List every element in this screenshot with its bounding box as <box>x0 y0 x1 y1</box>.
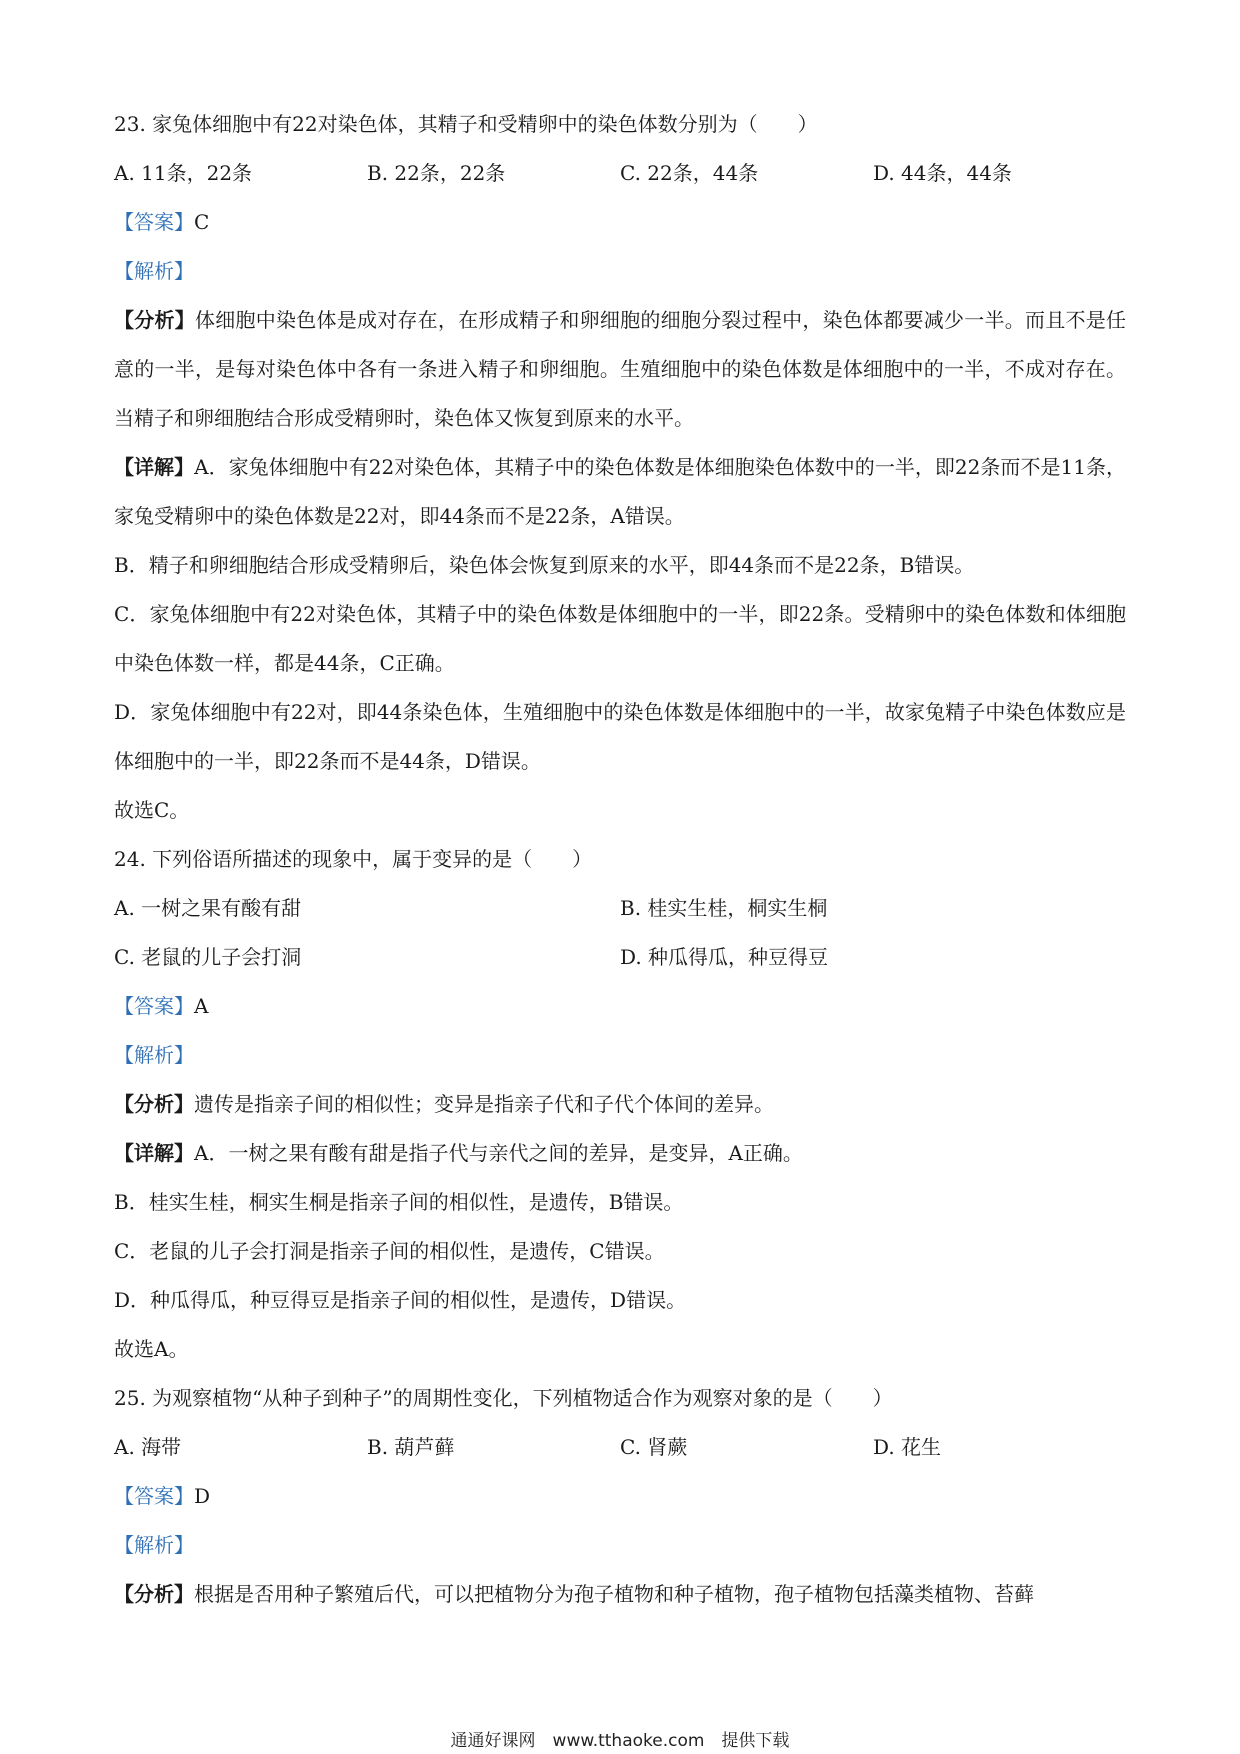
analysis-tag: 【解析】 <box>114 1043 194 1067</box>
xiangjie-tag: 【详解】 <box>114 1141 194 1165</box>
q25-option-a: A. 海带 <box>114 1435 182 1459</box>
fenxi-tag: 【分析】 <box>114 1582 194 1606</box>
q23-option-c: C. 22条，44条 <box>620 161 759 185</box>
q24-question: 24. 下列俗语所描述的现象中，属于变异的是（ ） <box>114 847 593 871</box>
q23-xiangjie <box>114 443 1126 541</box>
q23-question: 23. 家兔体细胞中有22对染色体，其精子和受精卵中的染色体数分别为（ ） <box>114 112 818 136</box>
analysis-tag: 【解析】 <box>114 259 194 283</box>
q24-option-b: B. 桂实生桂，桐实生桐 <box>620 896 828 920</box>
q24-fenxi <box>114 1080 1126 1129</box>
q24-explain-b: B．桂实生桂，桐实生桐是指亲子间的相似性，是遗传，B错误。 <box>114 1190 684 1214</box>
q23-fenxi-text: 体细胞中染色体是成对存在，在形成精子和卵细胞的细胞分裂过程中，染色体都要减少一半。而且不是任意的一半，是每对染色体中各有一条进入精子和卵细胞。生殖细胞中的染色体数是体细胞中的一半，不成对存在。当精子和卵细胞结合形成受精卵时，染色体又恢复到原来的水平。 <box>114 308 1127 430</box>
q23-fenxi <box>114 296 1126 443</box>
q25-analysis-heading <box>114 1521 1126 1570</box>
q24-explain-d: D．种瓜得瓜，种豆得豆是指亲子间的相似性，是遗传，D错误。 <box>114 1288 687 1312</box>
q24-options-row1 <box>114 884 1126 933</box>
q25-option-b: B. 葫芦藓 <box>367 1435 455 1459</box>
q23-answer <box>114 198 1126 247</box>
page-footer: 通通好课网 www.tthaoke.com 提供下载 <box>450 1731 790 1751</box>
answer-tag: 【答案】 <box>114 210 194 234</box>
q25-option-c: C. 肾蕨 <box>620 1435 688 1459</box>
q23-explain-b: B．精子和卵细胞结合形成受精卵后，染色体会恢复到原来的水平，即44条而不是22条，B错误。 <box>114 553 975 577</box>
q25-answer <box>114 1472 1126 1521</box>
q23-conclusion: 故选C。 <box>114 798 190 822</box>
q24-conclusion: 故选A。 <box>114 1337 189 1361</box>
q23-answer-value: C <box>194 210 210 234</box>
q25-option-d: D. 花生 <box>873 1435 942 1459</box>
q23-explain-d: D．家兔体细胞中有22对，即44条染色体，生殖细胞中的染色体数是体细胞中的一半，故家兔精子中染色体数应是体细胞中的一半，即22条而不是44条，D错误。 <box>114 700 1126 773</box>
q23-option-a: A. 11条，22条 <box>114 161 253 185</box>
fenxi-tag: 【分析】 <box>114 1092 194 1116</box>
content <box>114 100 1126 1619</box>
q23-option-d: D. 44条，44条 <box>873 161 1012 185</box>
q23-analysis-heading <box>114 247 1126 296</box>
q25-options <box>114 1423 1126 1472</box>
analysis-tag: 【解析】 <box>114 1533 194 1557</box>
q23-xiangjie-text: A．家兔体细胞中有22对染色体，其精子中的染色体数是体细胞染色体数中的一半，即22条而不是11条，家兔受精卵中的染色体数是22对，即44条而不是22条，A错误。 <box>114 455 1127 528</box>
q25-fenxi <box>114 1570 1126 1619</box>
answer-tag: 【答案】 <box>114 994 194 1018</box>
q24-answer <box>114 982 1126 1031</box>
q23-option-b: B. 22条，22条 <box>367 161 506 185</box>
q24-option-a: A. 一树之果有酸有甜 <box>114 896 302 920</box>
q25-question: 25. 为观察植物“从种子到种子”的周期性变化，下列植物适合作为观察对象的是（ ） <box>114 1386 893 1410</box>
q24-xiangjie <box>114 1129 1126 1178</box>
q24-options-row2 <box>114 933 1126 982</box>
q24-explain-c: C．老鼠的儿子会打洞是指亲子间的相似性，是遗传，C错误。 <box>114 1239 665 1263</box>
q24-option-c: C. 老鼠的儿子会打洞 <box>114 945 302 969</box>
answer-tag: 【答案】 <box>114 1484 194 1508</box>
q24-analysis-heading <box>114 1031 1126 1080</box>
q23-options <box>114 149 1126 198</box>
xiangjie-tag: 【详解】 <box>114 455 195 479</box>
q23-explain-c: C．家兔体细胞中有22对染色体，其精子中的染色体数是体细胞中的一半，即22条。受精卵中的染色体数和体细胞中染色体数一样，都是44条，C正确。 <box>114 602 1126 675</box>
q24-answer-value: A <box>194 994 209 1018</box>
fenxi-tag: 【分析】 <box>114 308 195 332</box>
q24-option-d: D. 种瓜得瓜，种豆得豆 <box>620 945 829 969</box>
q24-xiangjie-text: A．一树之果有酸有甜是指子代与亲代之间的差异，是变异，A正确。 <box>194 1141 803 1165</box>
q25-fenxi-text: 根据是否用种子繁殖后代，可以把植物分为孢子植物和种子植物，孢子植物包括藻类植物、苔藓 <box>194 1582 1034 1606</box>
q24-fenxi-text: 遗传是指亲子间的相似性；变异是指亲子代和子代个体间的差异。 <box>194 1092 774 1116</box>
q25-answer-value: D <box>194 1484 211 1508</box>
